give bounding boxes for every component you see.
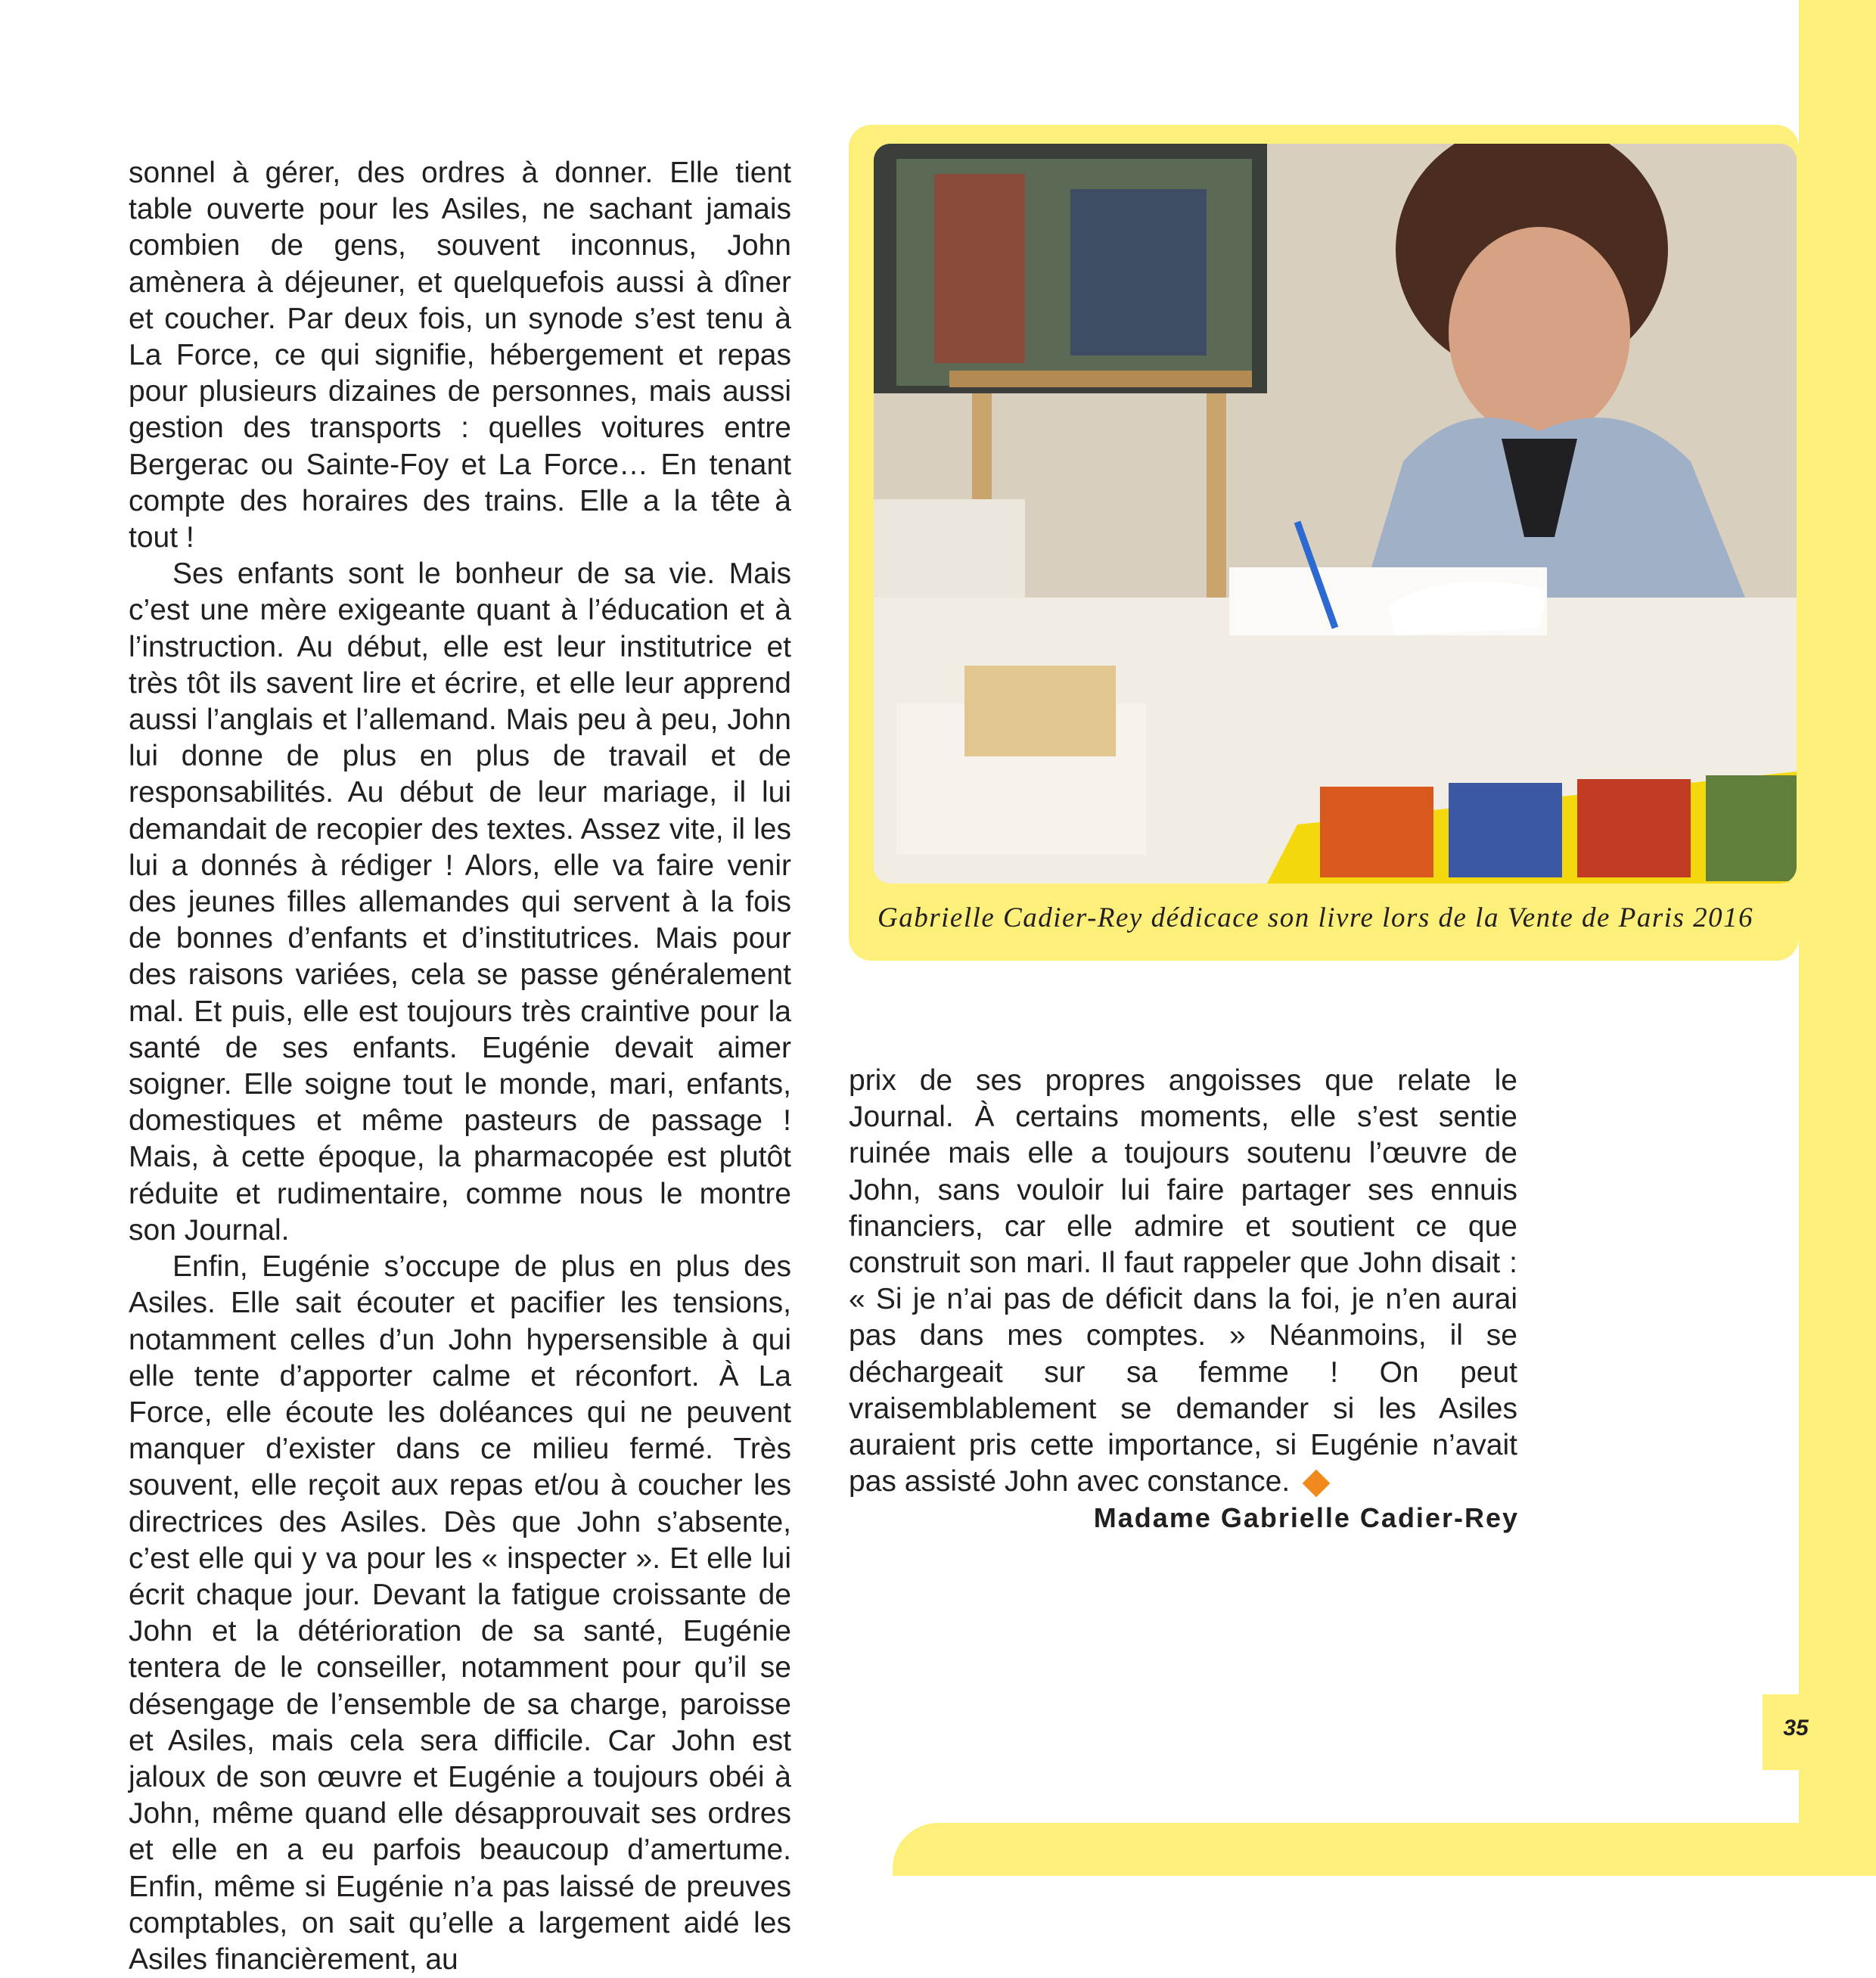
paragraph-text: prix de ses propres angoisses que relate le Journal. À certains moments, elle s’est sentie ruinée mais elle a toujours soutenu l’œuvre de John, sans vouloir lui faire partager ses ennuis financiers, car elle admire et soutient ce que construit son mari. Il faut rappeler que John disait : « Si je n’ai pas de déficit dans la foi, je n’en aurai pas dans mes comptes. » Néanmoins, il se déchargeait sur sa femme ! On peut vraisemblablement se demander si les Asiles auraient pris cette importance, si Eugénie n’avait pas assisté John avec constance. [849, 1064, 1517, 1498]
band-notch-lower [1763, 961, 1799, 1823]
yellow-bottom-band [893, 1823, 1876, 1876]
paragraph: Ses enfants sont le bonheur de sa vie. Mais c’est une mère exigeante quant à l’éducation et à l’instruction. Au début, elle est leur institutrice et très tôt ils savent lire et écrire, et elle leur apprend aussi l’anglais et l’allemand. Mais peu à peu, John lui donne de plus en plus de travail et de responsabilités. Au début de leur mariage, il lui demandait de recopier des textes. Assez vite, il les lui a donnés à rédiger ! Alors, elle va faire venir des jeunes filles allemandes qui servent à la fois de bonnes d’enfants et d’institutrices. Mais pour des raisons variées, cela se passe généralement mal. Et puis, elle est toujours très craintive pour la santé de ses enfants. Eugénie devait aimer soigner. Elle soigne tout le monde, mari, enfants, domestiques et même pasteurs de passage ! Mais, à cette époque, la pharmacopée est plutôt réduite et rudimentaire, comme nous le montre son Journal. [129, 557, 791, 1247]
paragraph: sonnel à gérer, des ordres à donner. Elle tient table ouverte pour les Asiles, ne sachant jamais combien de gens, souvent inconnus, John amènera à déjeuner, et quelquefois aussi à dîner et coucher. Par deux fois, un synode s’est tenu à La Force, ce qui signifie, hébergement et repas pour plusieurs dizaines de personnes, mais aussi gestion des transports : quelles voitures entre Bergerac ou Sainte-Foy et La Force… En tenant compte des horaires des trains. Elle a la tête à tout ! [129, 157, 791, 554]
yellow-side-band [1799, 0, 1876, 1876]
page-number: 35 [1783, 1716, 1809, 1740]
author-signature: Madame Gabrielle Cadier-Rey [1093, 1502, 1519, 1533]
paragraph: Enfin, Eugénie s’occupe de plus en plus des Asiles. Elle sait écouter et pacifier les tensions, notamment celles d’un John hypersensible à qui elle tente d’apporter calme et réconfort. À La Force, elle écoute les doléances qui ne peuvent manquer d’exister dans ce milieu fermé. Très souvent, elle reçoit aux repas et/ou à coucher les directrices des Asiles. Dès que John s’absente, c’est elle qui y va pour les « inspecter ». Et elle lui écrit chaque jour. Devant la fatigue croissante de John et la détérioration de sa santé, Eugénie tentera de le conseiller, notamment pour qu’il se désengage de l’ensemble de sa charge, paroisse et Asiles, mais cela sera difficile. Car John est jaloux de son œuvre et Eugénie a toujours obéi à John, même quand elle désapprouvait ses ordres et elle en a eu parfois beaucoup d’amertume. Enfin, même si Eugénie n’a pas laissé de preuves comptables, on sait qu’elle a largement aidé les Asiles financièrement, au [129, 1250, 791, 1976]
photo-caption: Gabrielle Cadier-Rey dédicace son livre lors de la Vente de Paris 2016 [877, 902, 1754, 933]
paragraph [849, 1063, 1517, 1500]
photo-book-signing [874, 144, 1797, 883]
article-column-right [849, 1063, 1517, 1500]
photo-illustration [874, 144, 1797, 883]
band-notch-top [1763, 0, 1799, 125]
article-column-left [129, 155, 791, 1978]
end-of-article-diamond-icon [1303, 1470, 1331, 1498]
